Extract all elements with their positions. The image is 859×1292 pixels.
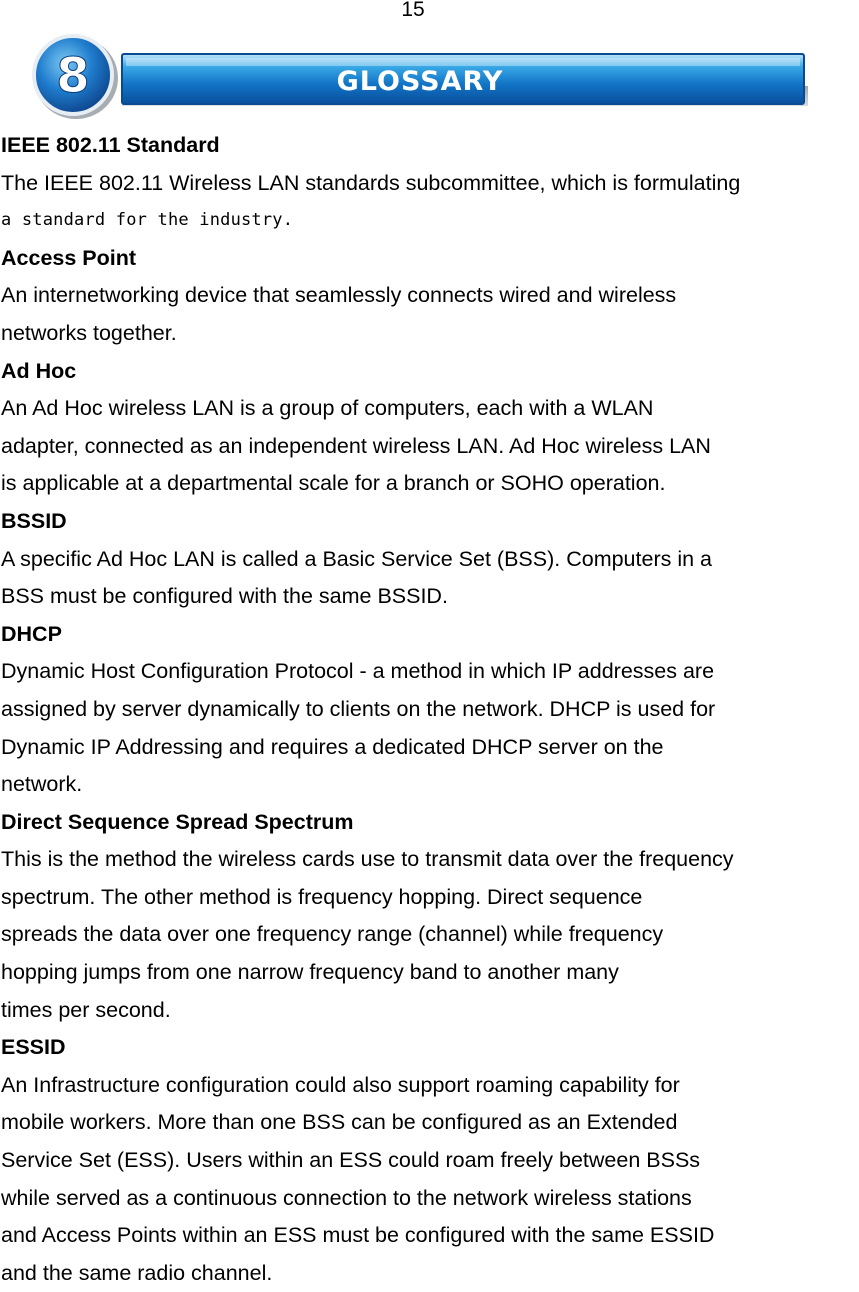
glossary-term: BSSID xyxy=(1,508,67,533)
banner-highlight xyxy=(126,58,800,66)
glossary-definition-line: spectrum. The other method is frequency hopping. Direct sequence xyxy=(1,884,643,909)
glossary-entry xyxy=(1,804,859,1030)
glossary-definition-line: is applicable at a departmental scale for a branch or SOHO operation. xyxy=(1,471,666,496)
glossary-definition-line: The IEEE 802.11 Wireless LAN standards subcommittee, which is formulating xyxy=(1,170,741,195)
glossary-term: Ad Hoc xyxy=(1,358,77,383)
banner-title: GLOSSARY xyxy=(336,66,504,97)
glossary-definition-line: network. xyxy=(1,772,83,797)
glossary-definition-line: BSS must be configured with the same BSSID. xyxy=(1,584,448,609)
chapter-number: 8 xyxy=(56,48,90,104)
chapter-banner-graphic xyxy=(30,34,810,120)
glossary-definition-line: A specific Ad Hoc LAN is called a Basic Service Set (BSS). Computers in a xyxy=(1,546,712,571)
glossary-definition-line: An internetworking device that seamlessly connects wired and wireless xyxy=(1,283,677,308)
glossary-definition-line: and the same radio channel. xyxy=(1,1260,273,1285)
glossary-definition-line: An Infrastructure configuration could also support roaming capability for xyxy=(1,1072,680,1097)
glossary-entry xyxy=(1,127,859,240)
glossary-term: ESSID xyxy=(1,1035,66,1060)
glossary-definition-line: Service Set (ESS). Users within an ESS could roam freely between BSSs xyxy=(1,1148,701,1173)
glossary-entry xyxy=(1,353,859,503)
glossary-definition-line: and Access Points within an ESS must be configured with the same ESSID xyxy=(1,1223,715,1248)
glossary-definition-line: while served as a continuous connection to the network wireless stations xyxy=(1,1185,692,1210)
glossary-definition-line: This is the method the wireless cards use to transmit data over the frequency xyxy=(1,847,734,872)
glossary-entry xyxy=(1,503,859,616)
glossary-definition-line: spreads the data over one frequency range (channel) while frequency xyxy=(1,922,664,947)
glossary-definition-line: Dynamic IP Addressing and requires a dedicated DHCP server on the xyxy=(1,734,664,759)
glossary-term: Access Point xyxy=(1,245,137,270)
glossary-definition-line: times per second. xyxy=(1,997,171,1022)
glossary-entry xyxy=(1,1029,859,1292)
glossary-definition-line: networks together. xyxy=(1,320,177,345)
glossary-list xyxy=(1,127,859,1292)
glossary-definition-line: mobile workers. More than one BSS can be configured as an Extended xyxy=(1,1110,678,1135)
glossary-definition-line: assigned by server dynamically to clients on the network. DHCP is used for xyxy=(1,696,716,721)
chapter-banner xyxy=(30,34,810,120)
glossary-term: DHCP xyxy=(1,621,62,646)
glossary-term: Direct Sequence Spread Spectrum xyxy=(1,809,354,834)
glossary-definition-line: a standard for the industry. xyxy=(1,210,294,231)
glossary-definition-line: adapter, connected as an independent wireless LAN. Ad Hoc wireless LAN xyxy=(1,433,711,458)
glossary-term: IEEE 802.11 Standard xyxy=(1,133,220,157)
glossary-entry xyxy=(1,616,859,804)
glossary-definition-line: hopping jumps from one narrow frequency band to another many xyxy=(1,960,619,985)
glossary-definition-line: Dynamic Host Configuration Protocol - a method in which IP addresses are xyxy=(1,659,715,684)
glossary-definition-line: An Ad Hoc wireless LAN is a group of computers, each with a WLAN xyxy=(1,396,654,421)
page-number: 15 xyxy=(401,0,425,21)
glossary-entry xyxy=(1,240,859,353)
